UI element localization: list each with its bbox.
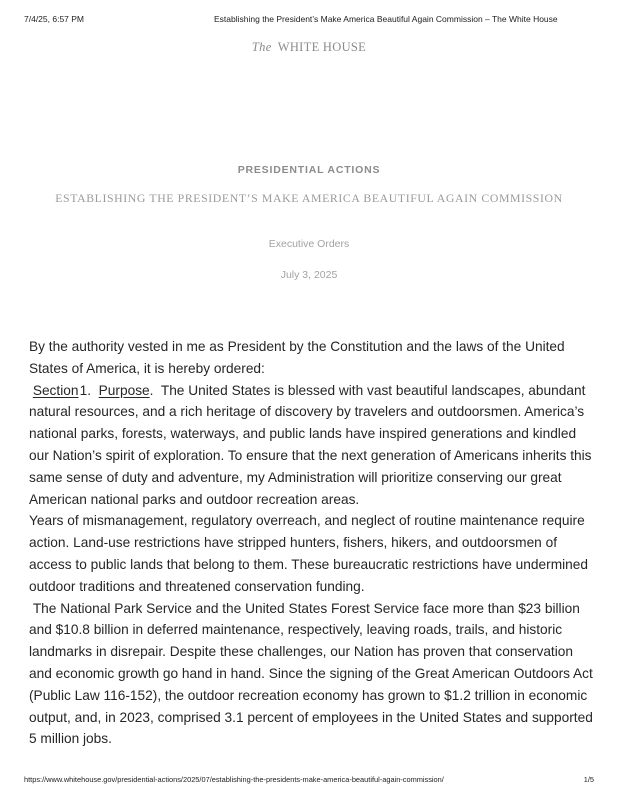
section-1-text: The United States is blessed with vast beautiful landscapes, abundant natural resources, and a rich heritage of discovery by travelers and outdoorsmen. America’s national parks, forests, waterways, and public lands have inspired generations and kindled our Nation’s spirit of exploration. To ensure that the next generation of Americans inherits this same sense of duty and adventure, my Administration will prioritize conserving our great American national parks and outdoor recreation areas.	[29, 382, 592, 507]
maintenance-text: The National Park Service and the United States Forest Service face more than $23 billion and $10.8 billion in deferred maintenance, respectively, leaving roads, trails, and historic landmarks in disrepair. Despite these challenges, our Nation has proven that conservation and economic growth go hand in hand. Since the signing of the Great American Outdoors Act (Public Law 116-152), the outdoor recreation economy has grown to $1.2 trillion in economic output, and, in 2023, comprised 3.1 percent of employees in the United States and supported 5 million jobs.	[29, 600, 593, 747]
page-number: 1/5	[583, 775, 594, 784]
publish-date: July 3, 2025	[280, 269, 338, 281]
logo-name: WHITE HOUSE	[277, 40, 367, 54]
page-title: ESTABLISHING THE PRESIDENT’S MAKE AMERICA BEAUTIFUL AGAIN COMMISSION	[55, 191, 563, 205]
purpose-heading: Purpose	[98, 382, 150, 398]
logo-the: The	[251, 40, 272, 54]
site-logo[interactable]	[0, 40, 618, 55]
print-footer	[24, 775, 594, 787]
print-page-title: Establishing the President’s Make America Beautiful Again Commission – The White House	[214, 14, 558, 24]
paragraph-section-1: Section 1. Purpose. The United States is blessed with vast beautiful landscapes, abundant natural resources, and a rich heritage of discovery by travelers and outdoorsmen. America’s national parks, forests, waterways, and public lands have inspired generations and kindled our Nation’s spirit of exploration. To ensure that the next generation of Americans inherits this same sense of duty and adventure, my Administration will prioritize conserving our great American national parks and outdoor recreation areas.	[29, 382, 592, 507]
print-header	[24, 14, 594, 26]
paragraph-mismanagement: Years of mismanagement, regulatory overreach, and neglect of routine maintenance require action. Land-use restrictions have stripped hunters, fishers, hikers, and outdoorsmen of access to public lands that belong to them. These bureaucratic restrictions have undermined outdoor traditions and threatened conservation funding.	[29, 513, 588, 594]
article-body	[29, 336, 597, 750]
section-label[interactable]: PRESIDENTIAL ACTIONS	[237, 164, 381, 176]
section-number: 1	[79, 382, 88, 398]
paragraph-maintenance	[29, 598, 597, 751]
section-label-text: Section	[32, 382, 79, 398]
paragraph-preamble: By the authority vested in me as President by the Constitution and the laws of the United States of America, it is hereby ordered:	[29, 339, 565, 376]
print-date: 7/4/25, 6:57 PM	[24, 14, 85, 24]
category-link[interactable]: Executive Orders	[268, 238, 350, 250]
print-url: https://www.whitehouse.gov/presidential-actions/2025/07/establishing-the-presidents-make-america-beautiful-again-commission/	[24, 775, 444, 784]
